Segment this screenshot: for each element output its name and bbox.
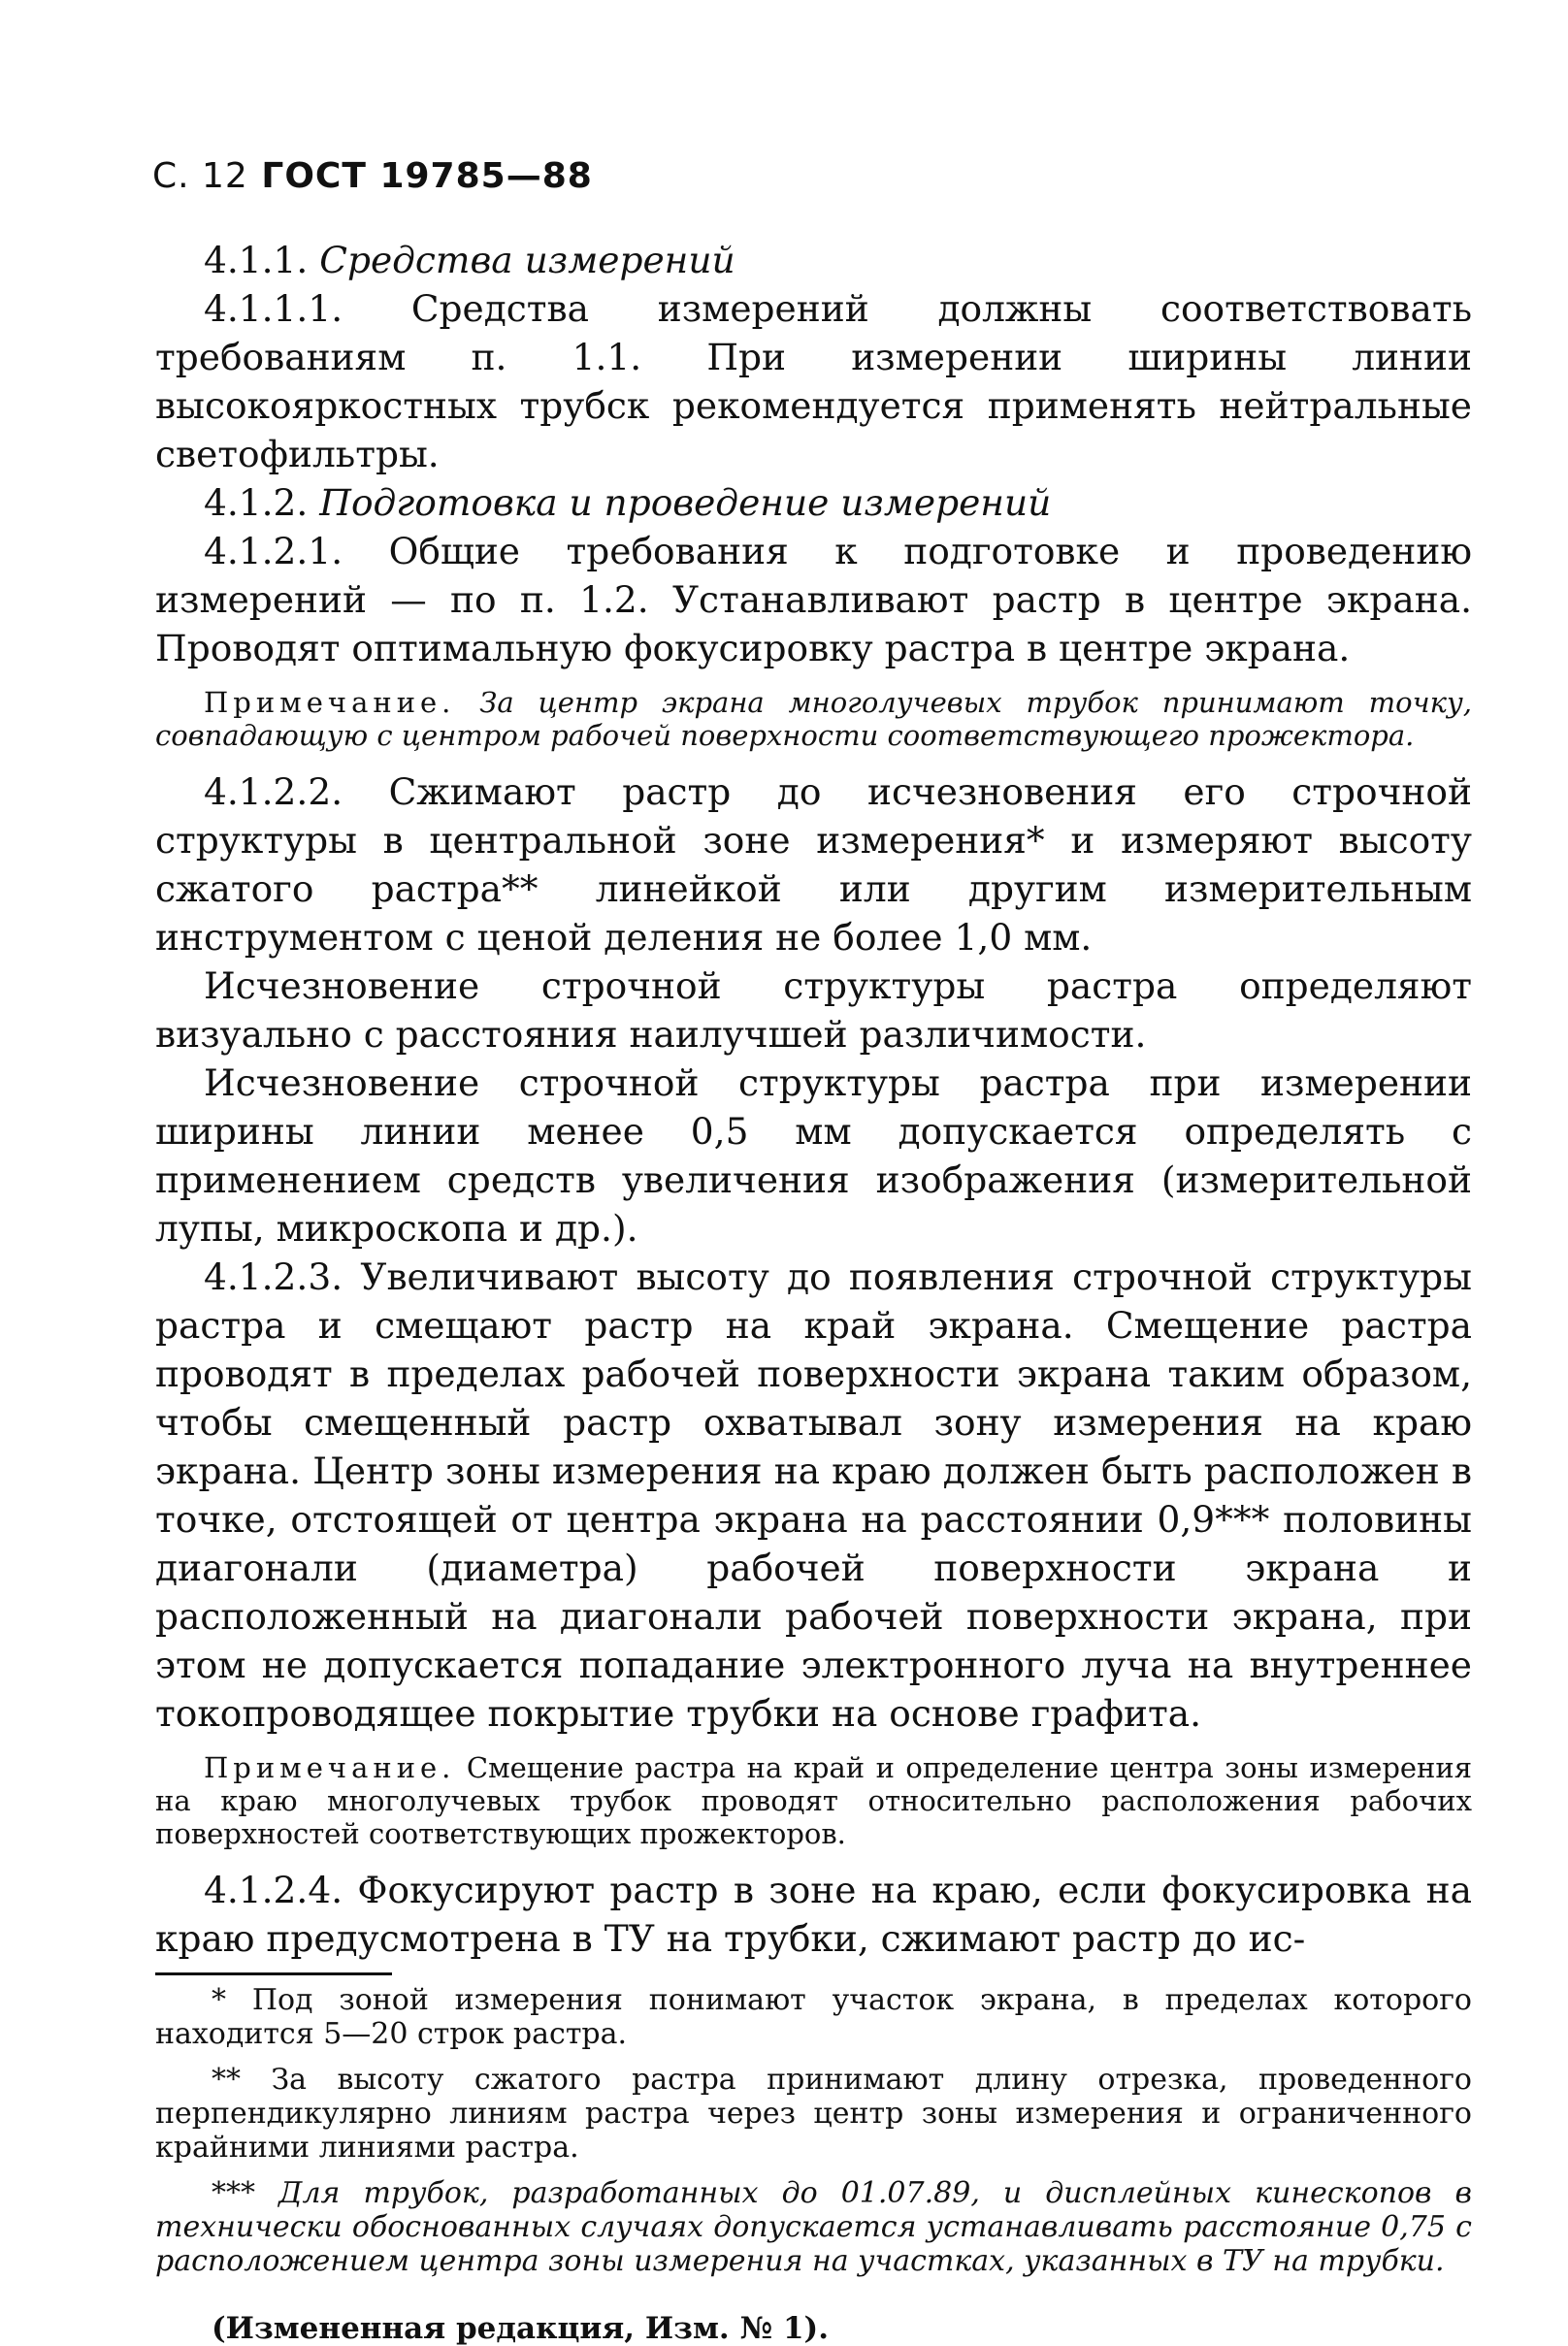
edited-revision-note: (Измененная редакция, Изм. № 1). (212, 2311, 829, 2346)
paragraph-4-1-1-1: 4.1.1.1. Средства измерений должны соответствовать требованиям п. 1.1. При измерении ширины линии высокояркостных трубск рекомендуется применять нейтральные светофильтры. (155, 287, 1472, 475)
footnote-2: ** За высоту сжатого растра принимают длину отрезка, проведенного перпендикулярно линиям растра через центр зоны измерения и ограниченного крайними линиями растра. (155, 2063, 1472, 2165)
page-number: С. 12 (152, 156, 248, 196)
section-heading-4-1-1 (155, 236, 1472, 284)
paragraph-visual-detection: Исчезновение строчной структуры растра определяют визуально с расстояния наилучшей различимости. (155, 964, 1472, 1056)
footnote-3: *** Для трубок, разработанных до 01.07.89, и дисплейных кинескопов в технически обоснованных случаях допускается устанавливать расстояние 0,75 с расположением центра зоны измерения на участках, указанных в ТУ на трубки. (155, 2176, 1472, 2278)
document-body (155, 236, 1472, 2346)
note-text: Смещение растра на край и определение центра зоны измерения на краю многолучевых трубок проводят относительно расположения рабочих поверхностей соответствующих прожекторов. (155, 1751, 1473, 1850)
note-label: Примечание. (204, 686, 456, 719)
page-header (152, 156, 593, 196)
paragraph-4-1-2-1: 4.1.2.1. Общие требования к подготовке и проведению измерений — по п. 1.2. Устанавливают растр в центре экрана. Проводят оптимальную фокусировку растра в центре экрана. (155, 530, 1472, 669)
paragraph-magnification: Исчезновение строчной структуры растра при измерении ширины линии менее 0,5 мм допускается определять с применением средств увеличения изображения (измерительной лупы, микроскопа и др.). (155, 1061, 1472, 1250)
section-number: 4.1.1. (204, 239, 309, 281)
section-title: Средства измерений (319, 239, 735, 281)
paragraph-4-1-2-4: 4.1.2.4. Фокусируют растр в зоне на краю, если фокусировка на краю предусмотрена в ТУ на трубки, сжимают растр до ис- (155, 1869, 1472, 1960)
note-center-of-screen (155, 686, 1472, 752)
section-number: 4.1.2. (204, 481, 309, 524)
section-heading-4-1-2 (155, 478, 1472, 527)
standard-code: ГОСТ 19785—88 (261, 156, 593, 196)
footnote-separator (155, 1972, 392, 1975)
note-text: За центр экрана многолучевых трубок принимают точку, совпадающую с центром рабочей поверхности соответствующего прожектора. (155, 686, 1472, 752)
footnote-1: * Под зоной измерения понимают участок экрана, в пределах которого находится 5—20 строк растра. (155, 1983, 1472, 2051)
paragraph-4-1-2-3: 4.1.2.3. Увеличивают высоту до появления строчной структуры растра и смещают растр на край экрана. Смещение растра проводят в пределах рабочей поверхности экрана таким образом, чтобы смещенный растр охватывал зону измерения на краю экрана. Центр зоны измерения на краю должен быть расположен в точке, отстоящей от центра экрана на расстоянии 0,9*** половины диагонали (диаметра) рабочей поверхности экрана и расположенный на диагонали рабочей поверхности экрана, при этом не допускается попадание электронного луча на внутреннее токопроводящее покрытие трубки на основе графита. (155, 1255, 1472, 1735)
note-label: Примечание. (204, 1751, 456, 1784)
paragraph-4-1-2-2: 4.1.2.2. Сжимают растр до исчезновения его строчной структуры в центральной зоне измерения* и измеряют высоту сжатого растра** линейкой или другим измерительным инструментом с ценой деления не более 1,0 мм. (155, 770, 1472, 959)
note-edge-shift (155, 1751, 1472, 1850)
section-title: Подготовка и проведение измерений (319, 481, 1052, 524)
